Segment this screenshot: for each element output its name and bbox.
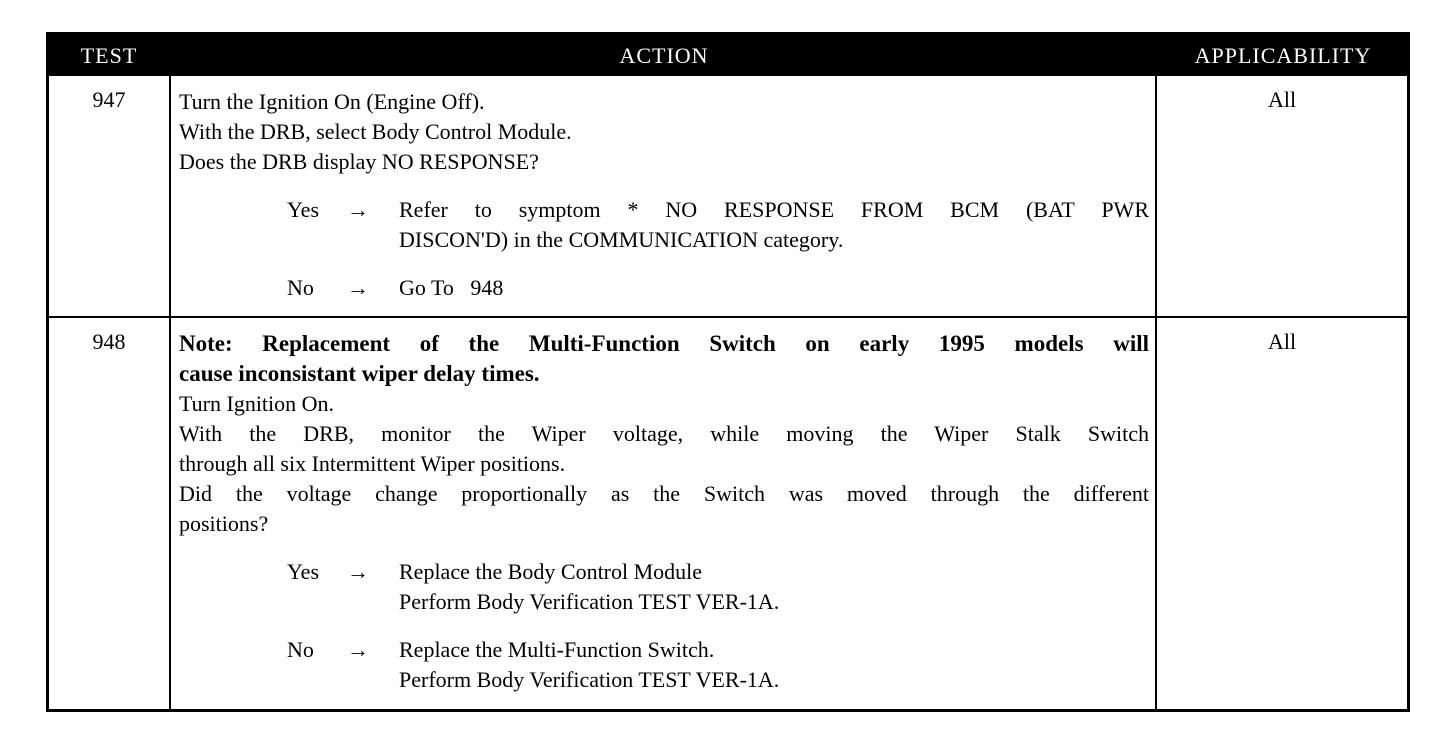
header-test: TEST [80, 43, 138, 68]
table-row [49, 76, 1407, 317]
yes-branch [287, 557, 1149, 617]
result-line: DISCON'D) in the COMMUNICATION category. [399, 227, 844, 252]
yes-result [399, 557, 1149, 617]
no-label: No [287, 275, 314, 300]
action-cell [179, 329, 1149, 695]
applicability-value: All [1267, 87, 1297, 112]
result-line: Perform Body Verification TEST VER-1A. [399, 589, 780, 614]
arrow-icon: → [347, 197, 369, 222]
header-applicability: APPLICABILITY [1194, 43, 1372, 68]
header-action: ACTION [619, 43, 709, 68]
result-line: Replace the Body Control Module [399, 559, 703, 584]
action-line: Turn Ignition On. [179, 391, 335, 416]
action-line: With the DRB, select Body Control Module. [179, 119, 572, 144]
table-row [49, 318, 1407, 711]
action-line: through all six Intermittent Wiper positions. [179, 451, 566, 476]
action-cell [179, 87, 1149, 303]
action-line: Turn the Ignition On (Engine Off). [179, 89, 485, 114]
no-branch [287, 273, 1149, 303]
arrow-icon: → [347, 275, 369, 300]
applicability-value: All [1267, 329, 1297, 354]
action-line: positions? [179, 511, 269, 536]
result-line: Perform Body Verification TEST VER-1A. [399, 667, 780, 692]
note-line: Note: Replacement of the Multi-Function Switch on early 1995 models will [179, 331, 1149, 356]
note-line: cause inconsistant wiper delay times. [179, 361, 540, 386]
result-line: Refer to symptom * NO RESPONSE FROM BCM (BAT PWR [399, 197, 1149, 222]
test-number: 947 [92, 87, 126, 112]
yes-result [399, 195, 1149, 255]
action-line: Did the voltage change proportionally as the Switch was moved through the different [179, 481, 1149, 506]
action-line: Does the DRB display NO RESPONSE? [179, 149, 539, 174]
no-branch [287, 635, 1149, 695]
no-result [399, 273, 1149, 303]
no-result [399, 635, 1149, 695]
table-header [49, 35, 1407, 76]
test-number: 948 [92, 329, 126, 354]
yes-label: Yes [287, 559, 320, 584]
no-label: No [287, 637, 314, 662]
yes-label: Yes [287, 197, 320, 222]
result-line: Go To 948 [399, 275, 504, 300]
arrow-icon: → [347, 637, 369, 662]
result-line: Replace the Multi-Function Switch. [399, 637, 715, 662]
yes-branch [287, 195, 1149, 255]
diagnostic-test-table [46, 32, 1410, 712]
action-line: With the DRB, monitor the Wiper voltage, while moving the Wiper Stalk Switch [179, 421, 1149, 446]
arrow-icon: → [347, 559, 369, 584]
